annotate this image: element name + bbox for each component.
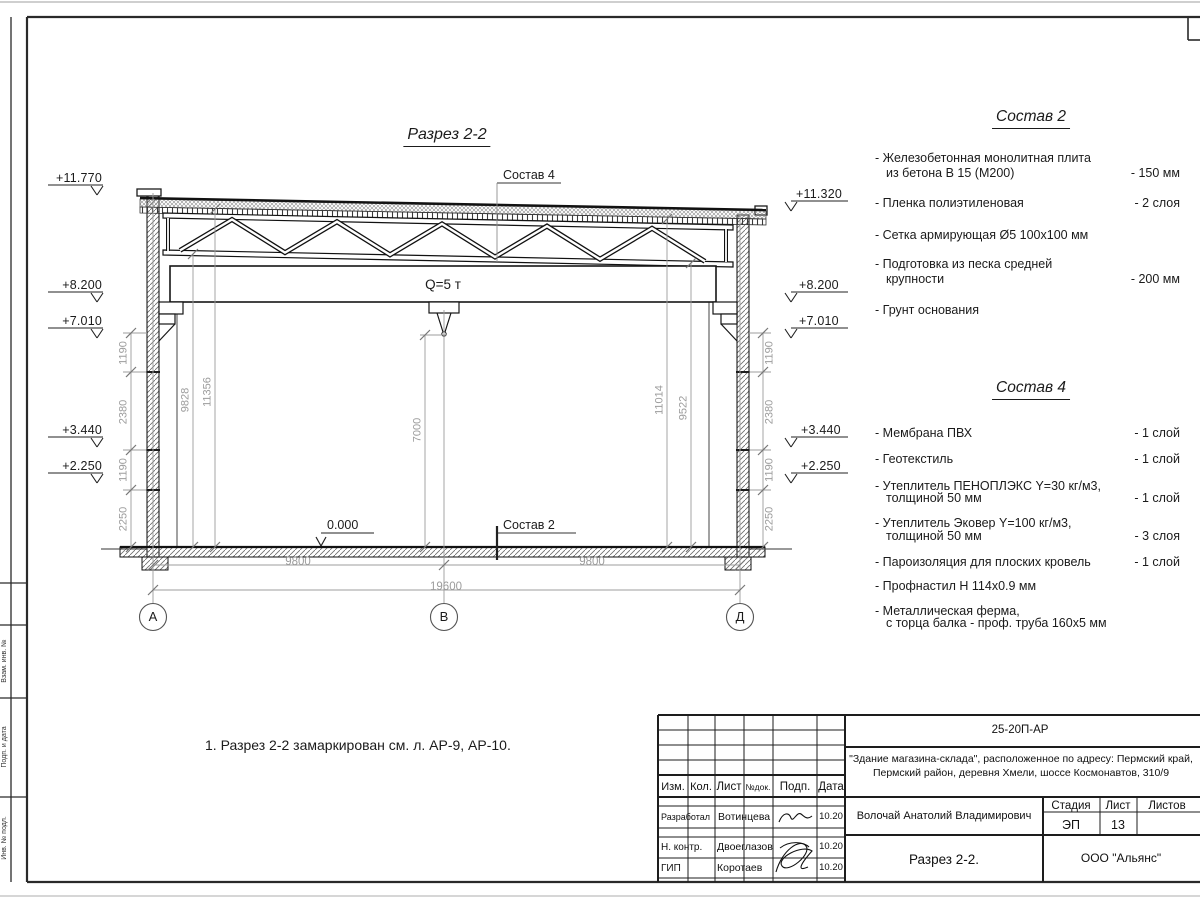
interior-dim-9828: 9828 [179, 387, 192, 413]
sostav4-item-1-value: - 1 слой [1134, 452, 1180, 466]
bottom-dim-total: 19600 [430, 581, 462, 593]
sostav2-item-3-value: - 200 мм [1130, 272, 1180, 286]
elevation-left-4: +2.250 [62, 459, 102, 473]
row-gip-date: 10.20 [819, 862, 843, 873]
sheet-label: Лист [1105, 800, 1131, 812]
project-address-line1: "Здание магазина-склада", расположенное по адресу: Пермский край, [849, 753, 1193, 765]
chain-dim-right-2: 1190 [763, 458, 776, 482]
chain-dim-right-0: 1190 [763, 341, 776, 365]
sostav2-item-3-line2: крупности [886, 272, 945, 286]
sostav4-item-1-line1: - Геотекстиль [875, 452, 954, 466]
sostav4-item-4-line1: - Пароизоляция для плоских кровель [875, 555, 1091, 569]
sostav4-item-0-line1: - Мембрана ПВХ [875, 426, 973, 440]
sostav2-item-0-line2: из бетона В 15 (М200) [886, 166, 1015, 180]
col-header-kol: Кол. [690, 781, 712, 793]
chain-dim-left-0: 1190 [117, 341, 130, 365]
sostav4-item-0-value: - 1 слой [1134, 426, 1180, 440]
chain-dim-left-2: 1190 [117, 458, 130, 482]
sostav2-item-4-line1: - Грунт основания [875, 303, 980, 317]
project-address-line2: Пермский район, деревня Хмели, шоссе Космонавтов, 310/9 [872, 767, 1170, 779]
sostav2-item-2-line1: - Сетка армирующая Ø5 100х100 мм [875, 228, 1089, 242]
signatures [776, 814, 812, 872]
elevation-right-3: +3.440 [801, 423, 841, 437]
zero-level-label: 0.000 [327, 518, 359, 532]
row-developed-role: Разработал [661, 812, 710, 822]
sostav4-item-3-value: - 3 слоя [1134, 529, 1180, 543]
sheet-title: Разрез 2-2. [908, 852, 980, 867]
sostav4-item-3-line1: - Утеплитель Эковер Y=100 кг/м3, [875, 516, 1072, 530]
elevation-right-0: +11.320 [796, 187, 843, 201]
sostav2-item-1-value: - 2 слоя [1134, 196, 1180, 210]
col-header-data: Дата [818, 781, 844, 793]
side-stamp-label-0: Взам. инв. № [0, 639, 8, 683]
sostav2-ref-label: Состав 2 [503, 518, 555, 532]
walls [137, 189, 767, 557]
leader-lines [316, 183, 576, 560]
chain-dim-left-1: 2380 [117, 399, 130, 425]
stage-label: Стадия [1051, 800, 1091, 812]
row-gip-role: ГИП [661, 863, 681, 874]
doc-number: 25-20П-АР [991, 724, 1049, 736]
row-gip-name: Коротаев [717, 862, 763, 874]
interior-dim-9522: 9522 [677, 395, 690, 421]
chain-dim-left-3: 2250 [117, 506, 130, 532]
row-developed-name: Вотинцева [718, 811, 771, 823]
stage-value: ЭП [1062, 818, 1080, 832]
row-ncontrol-role: Н. контр. [661, 842, 703, 853]
sostav4-item-2-value: - 1 слой [1134, 491, 1180, 505]
elevation-right-2: +7.010 [799, 314, 839, 328]
sostav4-item-6-line1: - Металлическая ферма, [875, 604, 1020, 618]
axis-label-a: А [148, 609, 158, 624]
elevation-right-1: +8.200 [799, 278, 839, 292]
col-header-list: Лист [716, 781, 742, 793]
interior-dim-7000: 7000 [411, 417, 424, 443]
elevation-right-4: +2.250 [801, 459, 841, 473]
col-header-izm: Изм. [661, 781, 685, 793]
side-stamp-label-2: Инв. № подл. [0, 816, 8, 860]
sostav4-item-6-line2: с торца балка - проф. труба 160х5 мм [886, 616, 1107, 630]
sostav4-item-3-line2: толщиной 50 мм [886, 529, 982, 543]
side-stamp-label-1: Подп. и дата [0, 726, 8, 768]
elevation-left-2: +7.010 [62, 314, 102, 328]
sostav4-title: Состав 4 [992, 379, 1070, 400]
sostav4-item-4-value: - 1 слой [1134, 555, 1180, 569]
interior-dim-11014: 11014 [653, 385, 666, 415]
sostav4-item-5-line1: - Профнастил Н 114х0.9 мм [875, 579, 1037, 593]
sostav4-ref-label: Состав 4 [503, 168, 555, 182]
elevation-left-0: +11.770 [55, 171, 102, 185]
sheets-label: Листов [1148, 800, 1186, 812]
row-developed-date: 10.20 [819, 811, 843, 822]
sostav2-item-3-line1: - Подготовка из песка средней [875, 257, 1053, 271]
bottom-dim-right: 9800 [579, 556, 605, 568]
sostav2-item-0-line1: - Железобетонная монолитная плита [875, 151, 1091, 165]
crane-capacity-label: Q=5 т [425, 277, 461, 292]
interior-dim-11356: 11356 [201, 377, 214, 407]
corner-box [1188, 17, 1200, 40]
sostav2-title: Состав 2 [992, 108, 1070, 129]
sheet-value: 13 [1111, 818, 1125, 832]
sostav2-item-1-line1: - Пленка полиэтиленовая [875, 196, 1024, 210]
sostav2-item-0-value: - 150 мм [1130, 166, 1180, 180]
elevation-left-1: +8.200 [62, 278, 102, 292]
chain-dim-right-3: 2250 [763, 506, 776, 532]
company-name: ООО "Альянс" [1080, 851, 1162, 865]
axis-label-b: В [439, 609, 449, 624]
sostav4-item-2-line2: толщиной 50 мм [886, 491, 982, 505]
drawing-note: 1. Разрез 2-2 замаркирован см. л. АР-9, АР-10. [205, 737, 511, 753]
col-header-podp: Подп. [779, 781, 811, 793]
col-header-ndok: №док. [745, 782, 771, 792]
axis-label-d: Д [735, 609, 745, 624]
section-title: Разрез 2-2 [403, 126, 490, 147]
row-ncontrol-date: 10.20 [819, 841, 843, 852]
elevation-left-3: +3.440 [62, 423, 102, 437]
row-ncontrol-name: Двоеглазов [717, 841, 773, 853]
bottom-dim-left: 9800 [285, 556, 311, 568]
chain-dim-right-1: 2380 [763, 399, 776, 425]
chief-name: Волочай Анатолий Владимирович [856, 810, 1032, 822]
sostav4-item-2-line1: - Утеплитель ПЕНОПЛЭКС Y=30 кг/м3, [875, 479, 1101, 493]
